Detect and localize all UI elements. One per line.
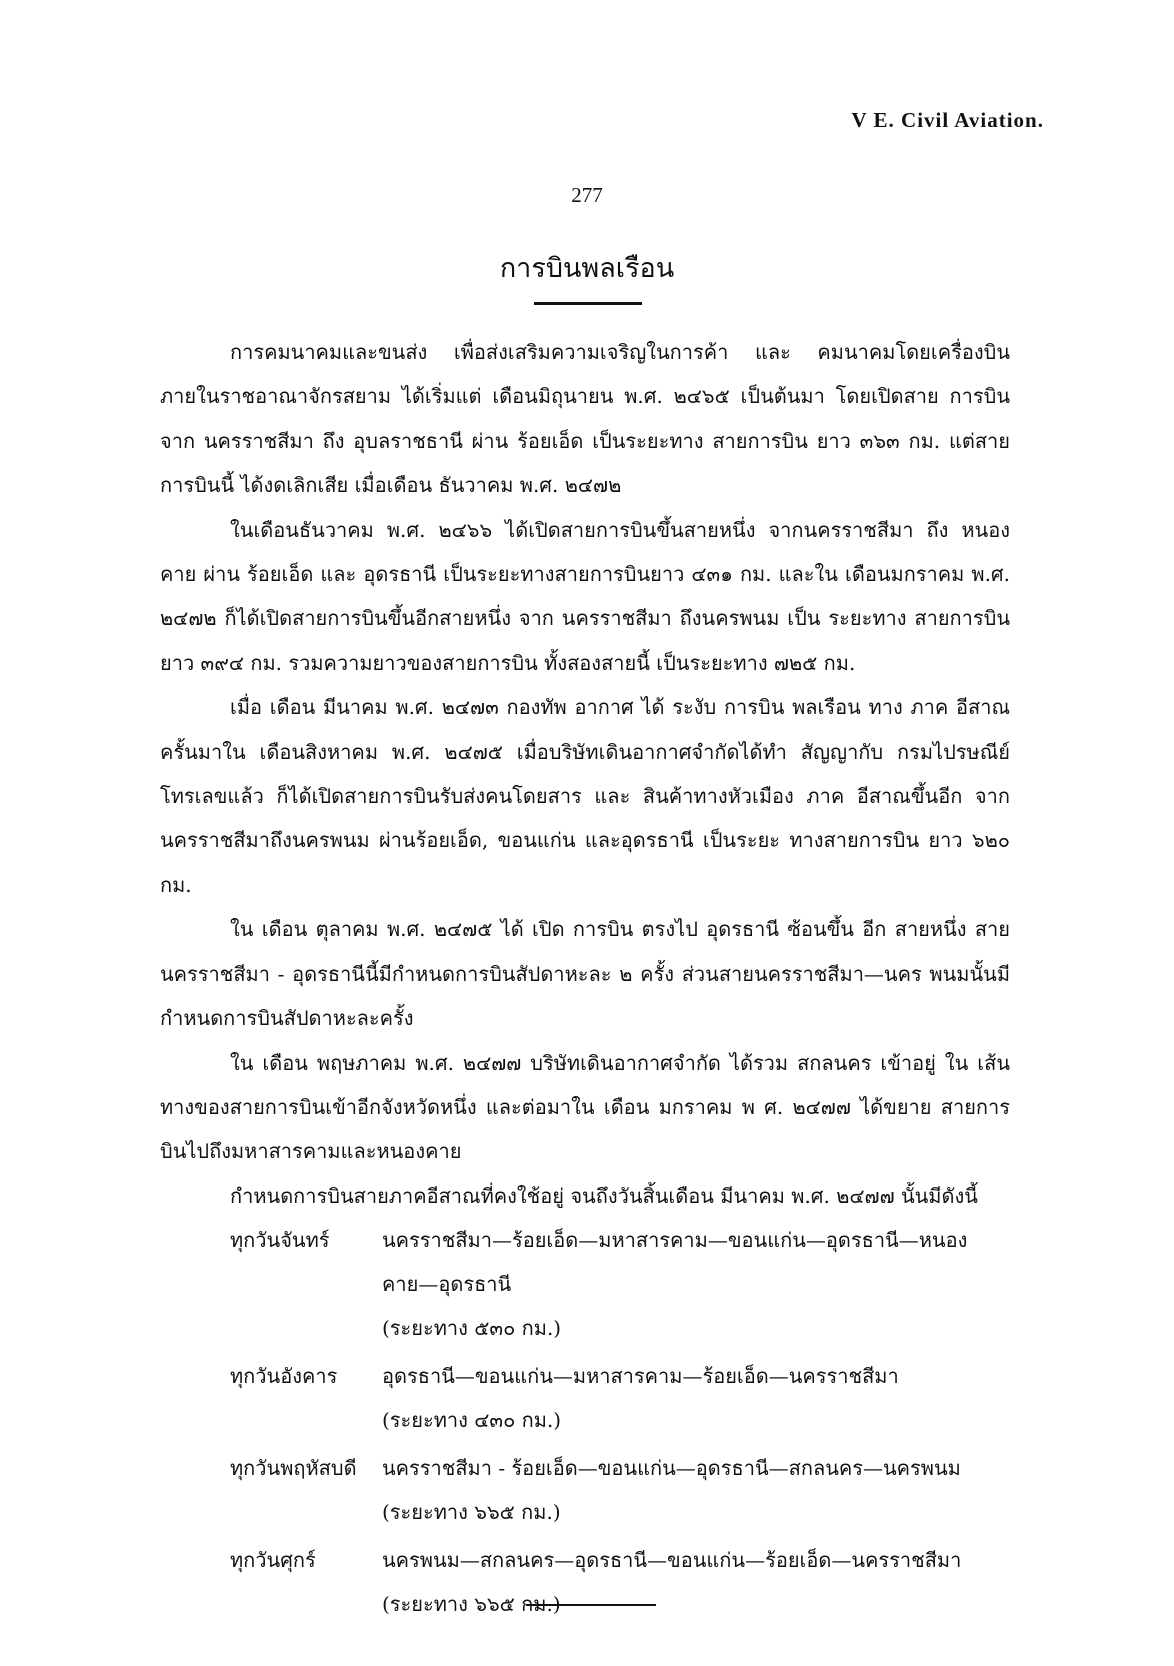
schedule-route: นครราชสีมา - ร้อยเอ็ด—ขอนแก่น—อุดรธานี—สกลนคร—นครพนม (382, 1456, 961, 1481)
schedule-row (160, 1354, 1010, 1446)
end-divider (526, 1604, 656, 1606)
schedule-route-cell (382, 1446, 1010, 1538)
schedule-route-cell (382, 1538, 1010, 1630)
schedule-route-cell (382, 1218, 1010, 1354)
schedule-distance: (ระยะทาง ๖๖๕ กม.) (382, 1592, 561, 1617)
section-header: V E. Civil Aviation. (851, 108, 1044, 132)
schedule-intro: กำหนดการบินสายภาคอีสาณที่คงใช้อยู่ จนถึงวันสิ้นเดือน มีนาคม พ.ศ. ๒๔๗๗ นั้นมีดังนี้ (230, 1183, 978, 1208)
document-body (160, 330, 1010, 1630)
schedule-route-cell (382, 1354, 1010, 1446)
paragraph: ในเดือนธันวาคม พ.ศ. ๒๔๖๖ ได้เปิดสายการบินขึ้นสายหนึ่ง จากนครราชสีมา ถึง หนอง คาย ผ่าน ร้อยเอ็ด และ อุดรธานี เป็นระยะทางสายการบินยาว ๔๓๑ กม. และใน เดือนมกราคม พ.ศ. ๒๔๗๒ ก็ได้เปิดสายการบินขึ้นอีกสายหนึ่ง จาก นครราชสีมา ถึงนครพนม เป็น ระยะทาง สายการบิน ยาว ๓๙๔ กม. รวมความยาวของสายการบิน ทั้งสองสายนี้ เป็นระยะทาง ๗๒๕ กม. (160, 517, 1010, 675)
schedule-day: ทุกวันศุกร์ (230, 1548, 316, 1573)
schedule-day: ทุกวันจันทร์ (230, 1228, 330, 1253)
schedule-distance: (ระยะทาง ๕๓๐ กม.) (382, 1316, 562, 1341)
paragraph: เมื่อ เดือน มีนาคม พ.ศ. ๒๔๗๓ กองทัพ อากาศ ได้ ระงับ การบิน พลเรือน ทาง ภาค อีสาณ ครั้นมาใน เดือนสิงหาคม พ.ศ. ๒๔๗๕ เมื่อบริษัทเดินอากาศจำกัดได้ทำ สัญญากับ กรมไปรษณีย์ โทรเลขแล้ว ก็ได้เปิดสายการบินรับส่งคนโดยสาร และ สินค้าทางหัวเมือง ภาค อีสาณขึ้นอีก จากนครราชสีมาถึงนครพนม ผ่านร้อยเอ็ด, ขอนแก่น และอุดรธานี เป็นระยะ ทางสายการบิน ยาว ๖๒๐ กม. (160, 695, 1011, 897)
schedule-route: นครราชสีมา—ร้อยเอ็ด—มหาสารคาม—ขอนแก่น—อุดรธานี—หนอง คาย—อุดรธานี (382, 1228, 968, 1297)
paragraph: ใน เดือน พฤษภาคม พ.ศ. ๒๔๗๗ บริษัทเดินอากาศจำกัด ได้รวม สกลนคร เข้าอยู่ ใน เส้นทางของสายการบินเข้าอีกจังหวัดหนึ่ง และต่อมาใน เดือน มกราคม พ ศ. ๒๔๗๗ ได้ขยาย สายการบินไปถึงมหาสารคามและหนองคาย (160, 1050, 1010, 1164)
page-title: การบินพลเรือน (499, 253, 675, 284)
schedule-day: ทุกวันพฤหัสบดี (230, 1456, 357, 1481)
schedule-route: นครพนม—สกลนคร—อุดรธานี—ขอนแก่น—ร้อยเอ็ด—นครราชสีมา (382, 1548, 962, 1573)
schedule-day: ทุกวันอังคาร (230, 1364, 338, 1389)
page-number: 277 (571, 183, 603, 207)
schedule-route: อุดรธานี—ขอนแก่น—มหาสารคาม—ร้อยเอ็ด—นครราชสีมา (382, 1364, 899, 1389)
schedule-row (160, 1538, 1010, 1630)
schedule-row (160, 1218, 1010, 1354)
schedule-row (160, 1446, 1010, 1538)
paragraph: ใน เดือน ตุลาคม พ.ศ. ๒๔๗๕ ได้ เปิด การบิน ตรงไป อุดรธานี ซ้อนขึ้น อีก สายหนึ่ง สาย นครราชสีมา - อุดรธานีนี้มีกำหนดการบินสัปดาหะละ ๒ ครั้ง ส่วนสายนครราชสีมา—นคร พนมนั้นมีกำหนดการบินสัปดาหะละครั้ง (160, 917, 1010, 1031)
schedule-distance: (ระยะทาง ๖๖๕ กม.) (382, 1500, 561, 1525)
schedule-distance: (ระยะทาง ๔๓๐ กม.) (382, 1408, 562, 1433)
title-underline (534, 302, 642, 305)
paragraph: การคมนาคมและขนส่ง เพื่อส่งเสริมความเจริญในการค้า และ คมนาคมโดยเครื่องบิน ภายในราชอาณาจักรสยาม ได้เริ่มแต่ เดือนมิถุนายน พ.ศ. ๒๔๖๕ เป็นต้นมา โดยเปิดสาย การบิน จาก นครราชสีมา ถึง อุบลราชธานี ผ่าน ร้อยเอ็ด เป็นระยะทาง สายการบิน ยาว ๓๖๓ กม. แต่สายการบินนี้ ได้งดเลิกเสีย เมื่อเดือน ธันวาคม พ.ศ. ๒๔๗๒ (160, 340, 1010, 498)
